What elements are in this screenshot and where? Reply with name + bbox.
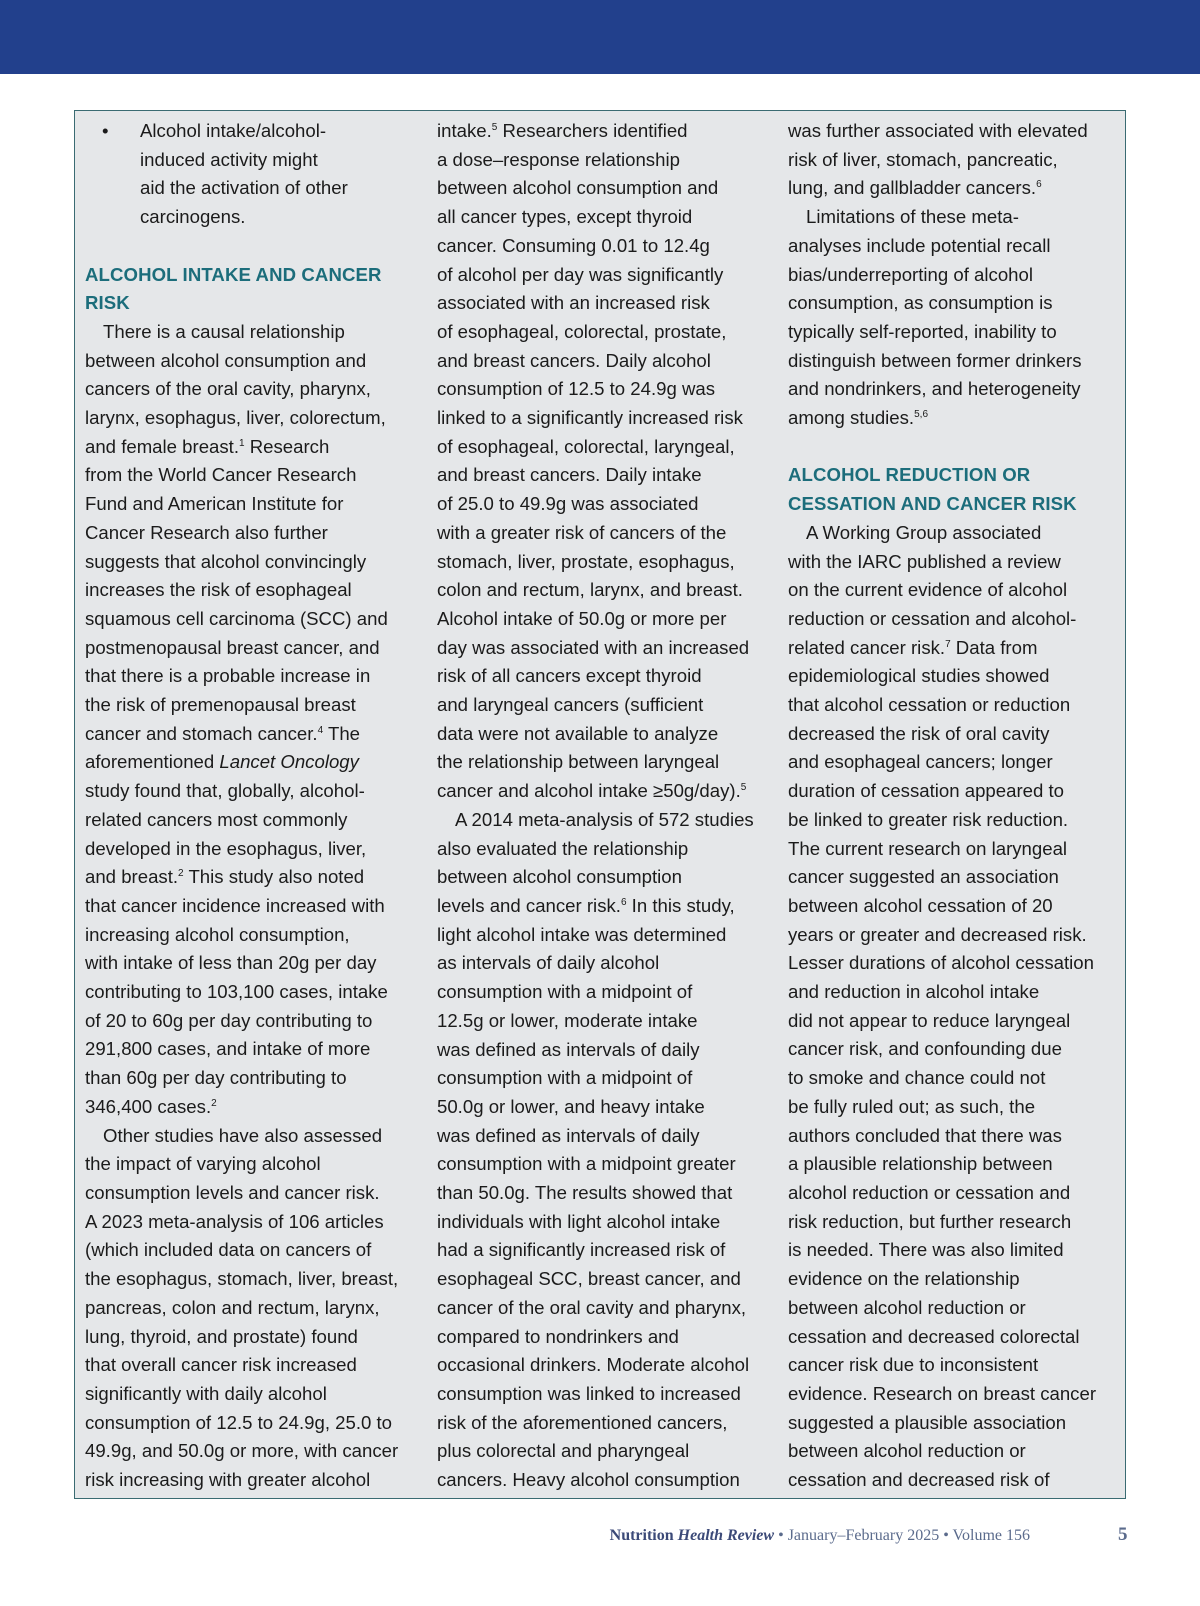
citation: 5 [740, 781, 747, 793]
citation: 5,6 [914, 408, 929, 420]
citation: 4 [317, 724, 324, 736]
article-sidebar-panel [74, 110, 1126, 1499]
heading-line: ALCOHOL REDUCTION OR [788, 464, 1031, 486]
page-number: 5 [1118, 1524, 1128, 1545]
volume-number: Volume 156 [952, 1527, 1030, 1544]
citation: 2 [178, 868, 184, 880]
column-3 [788, 117, 1128, 1495]
heading-line: ALCOHOL INTAKE AND CANCER [85, 263, 382, 285]
paragraph: was further associated with elevated risk of liver, stomach, pancreatic, lung, and gallbladder cancers.$^6$ [788, 120, 1088, 199]
publication-name: Nutrition Health Review [609, 1527, 775, 1544]
issue-date: January–February 2025 [787, 1527, 940, 1544]
citation: 2 [211, 1097, 217, 1109]
bullet-line: aid the activation of other [140, 177, 348, 199]
column-1 [85, 117, 425, 1495]
paragraph: A 2014 meta-analysis of 572 studies also evaluated the relationship between alcohol consumption levels and cancer risk.$^6$ In this study, light alcohol intake was determined as intervals of daily alcohol consumption with a midpoint of 12.5g or lower, moderate intake was defined as intervals of daily consumption with a midpoint of 50.0g or lower, and heavy intake was defined as intervals of daily consumption with a midpoint greater than 50.0g. The results showed that individuals with light alcohol intake had a significantly increased risk of esophageal SCC, breast cancer, and cancer of the oral cavity and pharynx, compared to nondrinkers and occasional drinkers. Moderate alcohol consumption was linked to increased risk of the aforementioned cancers, plus colorectal and pharyngeal cancers. Heavy alcohol consumption [437, 808, 754, 1491]
bullet-line: Alcohol intake/alcohol- [140, 120, 327, 141]
running-footer: Nutrition Health Review • January–February 2025 • Volume 156 [609, 1527, 1030, 1544]
citation: 5 [491, 121, 498, 133]
column-2 [437, 117, 777, 1495]
paragraph: A Working Group associated with the IARC published a review on the current evidence of alcohol reduction or cessation and alcohol- related cancer risk.$^7$ Data from epidemiological studies showed that alcohol cessation or reduction decreased the risk of oral cavity and esophageal cancers; longer duration of cessation appeared to be linked to greater risk reduction. The current research on laryngeal cancer suggested an association between alcohol cessation of 20 years or greater and decreased risk. Lesser durations of alcohol cessation and reduction in alcohol intake did not appear to reduce laryngeal cancer risk, and confounding due to smoke and chance could not be fully ruled out; as such, the authors concluded that there was a plausible relationship between alcohol reduction or cessation and risk reduction, but further research is needed. There was also limited evidence on the relationship between alcohol reduction or cessation and decreased colorectal cancer risk due to inconsistent evidence. Research on breast cancer suggested a plausible association between alcohol reduction or cessation and decreased risk of [788, 521, 1097, 1491]
citation: 1 [239, 437, 245, 449]
top-banner [0, 0, 1200, 74]
citation: 7 [945, 638, 951, 650]
heading-line: RISK [85, 292, 130, 314]
citation: 6 [1036, 179, 1042, 191]
paragraph: Limitations of these meta- analyses include potential recall bias/underreporting of alcohol consumption, as consumption is typically self-reported, inability to distinguish between former drinkers and nondrinkers, and heterogeneity among studies.$^{5,6}$ [788, 206, 1082, 429]
bullet-item [85, 117, 425, 232]
bullet-line: carcinogens. [140, 206, 246, 228]
heading-line: CESSATION AND CANCER RISK [788, 493, 1077, 515]
bullet-line: induced activity might [140, 148, 318, 170]
paragraph: Other studies have also assessed the impact of varying alcohol consumption levels and cancer risk. A 2023 meta-analysis of 106 articles (which included data on cancers of the esophagus, stomach, liver, breast, pancreas, colon and rectum, larynx, lung, thyroid, and prostate) found that overall cancer risk increased significantly with daily alcohol consumption of 12.5 to 24.9g, 25.0 to 49.9g, and 50.0g or more, with cancer risk increasing with greater alcohol [85, 1124, 399, 1491]
bullet-dot: • [102, 120, 109, 141]
journal-title: Lancet Oncology [219, 751, 359, 773]
paragraph: intake.$^5$ Researchers identified a dose–response relationship between alcohol consumption and all cancer types, except thyroid cancer. Consuming 0.01 to 12.4g of alcohol per day was significantly associated with an increased risk of esophageal, colorectal, prostate, and breast cancers. Daily alcohol consumption of 12.5 to 24.9g was linked to a significantly increased risk of esophageal, colorectal, laryngeal, and breast cancers. Daily intake of 25.0 to 49.9g was associated with a greater risk of cancers of the stomach, liver, prostate, esophagus, colon and rectum, larynx, and breast. Alcohol intake of 50.0g or more per day was associated with an increased risk of all cancers except thyroid and laryngeal cancers (sufficient data were not available to analyze the relationship between laryngeal cancer and alcohol intake ≥50g/day).$^5$ [437, 120, 750, 802]
section-heading [788, 461, 1128, 518]
citation: 6 [620, 896, 627, 908]
paragraph: There is a causal relationship between alcohol consumption and cancers of the oral cavity, pharynx, larynx, esophagus, liver, colorectum, and female breast.$^1$ Research from the World Cancer Research Fund and American Institute for Cancer Research also further suggests that alcohol convincingly increases the risk of esophageal squamous cell carcinoma (SCC) and postmenopausal breast cancer, and that there is a probable increase in the risk of premenopausal breast cancer and stomach cancer.$^4$ The aforementioned Lancet Oncology study found that, globally, alcohol- related cancers most commonly developed in the esophagus, liver, and breast.$^2$ This study also noted that cancer incidence increased with increasing alcohol consumption, with intake of less than 20g per day contributing to 103,100 cases, intake of 20 to 60g per day contributing to 291,800 cases, and intake of more than 60g per day contributing to 346,400 cases.$^2$ [85, 320, 388, 1117]
section-heading [85, 261, 425, 318]
